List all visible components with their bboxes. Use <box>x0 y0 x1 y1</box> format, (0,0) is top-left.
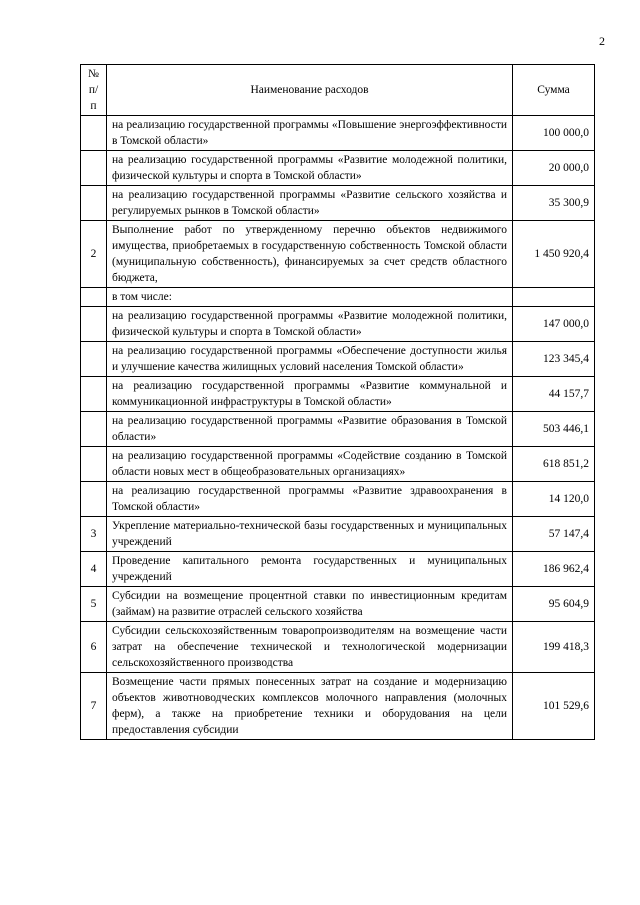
row-number: 5 <box>81 587 107 622</box>
header-sum: Сумма <box>513 65 595 116</box>
table-row <box>81 186 595 221</box>
table-row <box>81 587 595 622</box>
row-sum: 95 604,9 <box>513 587 595 622</box>
row-sum: 1 450 920,4 <box>513 221 595 288</box>
row-name: Выполнение работ по утвержденному перечню объектов недвижимого имущества, приобретаемых в государственную собственность Томской области (муниципальную собственность), финансируемых за счет средств областного бюджета, <box>107 221 513 288</box>
row-sum: 14 120,0 <box>513 482 595 517</box>
row-sum: 35 300,9 <box>513 186 595 221</box>
header-number: № п/ п <box>81 65 107 116</box>
row-name: на реализацию государственной программы «Развитие молодежной политики, физической культуры и спорта в Томской области» <box>107 151 513 186</box>
table-row <box>81 221 595 288</box>
table-row <box>81 288 595 307</box>
row-sum: 147 000,0 <box>513 307 595 342</box>
row-name: на реализацию государственной программы «Содействие созданию в Томской области новых мест в общеобразовательных организациях» <box>107 447 513 482</box>
page-number: 2 <box>599 34 605 48</box>
row-number <box>81 412 107 447</box>
table-row <box>81 673 595 740</box>
row-sum: 20 000,0 <box>513 151 595 186</box>
row-number <box>81 342 107 377</box>
table-row <box>81 482 595 517</box>
row-number <box>81 447 107 482</box>
row-name: на реализацию государственной программы «Развитие здравоохранения в Томской области» <box>107 482 513 517</box>
table-header-row <box>81 65 595 116</box>
header-name: Наименование расходов <box>107 65 513 116</box>
row-name: Субсидии на возмещение процентной ставки по инвестиционным кредитам (займам) на развитие отраслей сельского хозяйства <box>107 587 513 622</box>
row-number <box>81 307 107 342</box>
row-sum: 44 157,7 <box>513 377 595 412</box>
row-number <box>81 377 107 412</box>
row-sum: 101 529,6 <box>513 673 595 740</box>
row-number <box>81 116 107 151</box>
table-row <box>81 307 595 342</box>
row-name: Проведение капитального ремонта государственных и муниципальных учреждений <box>107 552 513 587</box>
row-name: на реализацию государственной программы «Развитие образования в Томской области» <box>107 412 513 447</box>
row-number: 4 <box>81 552 107 587</box>
row-sum: 186 962,4 <box>513 552 595 587</box>
row-sum: 199 418,3 <box>513 622 595 673</box>
row-sum: 100 000,0 <box>513 116 595 151</box>
row-number <box>81 482 107 517</box>
row-sum: 618 851,2 <box>513 447 595 482</box>
row-number: 6 <box>81 622 107 673</box>
table-row <box>81 517 595 552</box>
table-row <box>81 622 595 673</box>
row-name: на реализацию государственной программы «Обеспечение доступности жилья и улучшение качества жилищных условий населения Томской области» <box>107 342 513 377</box>
row-number: 2 <box>81 221 107 288</box>
row-sum: 123 345,4 <box>513 342 595 377</box>
row-name: Возмещение части прямых понесенных затрат на создание и модернизацию объектов животноводческих комплексов молочного направления (молочных ферм), а также на приобретение техники и оборудования на цели предоставления субсидии <box>107 673 513 740</box>
row-sum: 503 446,1 <box>513 412 595 447</box>
row-name: на реализацию государственной программы «Развитие молодежной политики, физической культуры и спорта в Томской области» <box>107 307 513 342</box>
table-row <box>81 377 595 412</box>
row-name: Субсидии сельскохозяйственным товаропроизводителям на возмещение части затрат на обеспечение технической и технологической модернизации сельскохозяйственного производства <box>107 622 513 673</box>
row-name: в том числе: <box>107 288 513 307</box>
row-number <box>81 151 107 186</box>
row-number <box>81 288 107 307</box>
table-row <box>81 447 595 482</box>
row-number: 3 <box>81 517 107 552</box>
row-name: на реализацию государственной программы «Развитие коммунальной и коммуникационной инфраструктуры в Томской области» <box>107 377 513 412</box>
row-name: Укрепление материально-технической базы государственных и муниципальных учреждений <box>107 517 513 552</box>
row-number <box>81 186 107 221</box>
row-number: 7 <box>81 673 107 740</box>
table-row <box>81 412 595 447</box>
table-row <box>81 552 595 587</box>
expenses-table <box>80 64 595 740</box>
row-name: на реализацию государственной программы «Повышение энергоэффективности в Томской области» <box>107 116 513 151</box>
table-row <box>81 151 595 186</box>
row-sum: 57 147,4 <box>513 517 595 552</box>
table-row <box>81 116 595 151</box>
row-sum <box>513 288 595 307</box>
row-name: на реализацию государственной программы «Развитие сельского хозяйства и регулируемых рынков в Томской области» <box>107 186 513 221</box>
table-row <box>81 342 595 377</box>
